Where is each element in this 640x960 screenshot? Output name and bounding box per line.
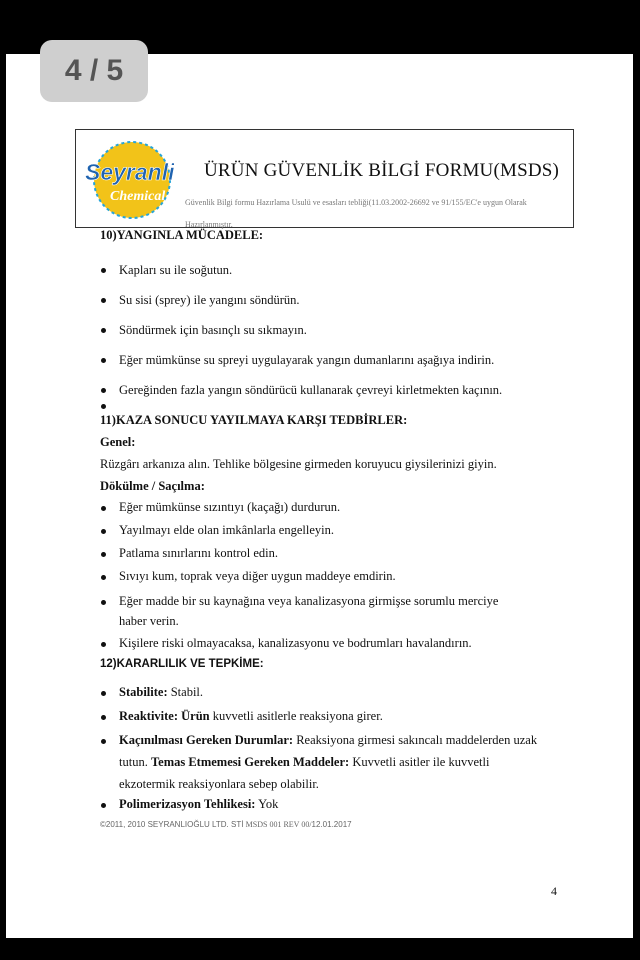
polymerization-item (119, 797, 278, 812)
document-title: ÜRÜN GÜVENLİK BİLGİ FORMU(MSDS) (204, 160, 560, 181)
contact-text: Kuvvetli asitler ile kuvvetli (352, 755, 490, 769)
bullet-dot (101, 575, 106, 580)
bullet-dot (101, 506, 106, 511)
contact-line-2: ekzotermik reaksiyonlara sebep olabilir. (119, 777, 319, 791)
stability-text: Stabil. (170, 685, 204, 699)
stability-label: Stabilite: (119, 685, 168, 699)
revision-text: MSDS 001 REV 00/ (245, 820, 312, 829)
bullet-dot (101, 691, 106, 696)
seyranli-logo (82, 134, 174, 222)
avoid-text: Reaksiyona girmesi sakıncalı maddelerden uzak (296, 733, 538, 747)
contact-label: Temas Etmemesi Gereken Maddeler: (150, 755, 350, 769)
page-number: 4 (551, 884, 557, 898)
list-item: Yayılmayı elde olan imkânlarla engelleyin. (119, 523, 334, 537)
list-item: Sıvıyı kum, toprak veya diğer uygun maddeye emdirin. (119, 569, 396, 583)
bullet-dot (101, 358, 106, 363)
list-item: Kişilere riski olmayacaksa, kanalizasyonu ve bodrumları havalandırın. (119, 636, 472, 650)
bullet-dot (101, 552, 106, 557)
general-text: Rüzgârı arkanıza alın. Tehlike bölgesine girmeden koruyucu giysilerinizi giyin. (100, 457, 497, 471)
polymerization-label: Polimerizasyon Tehlikesi: (119, 797, 256, 811)
list-item: Patlama sınırlarını kontrol edin. (119, 546, 278, 560)
bullet-dot (101, 388, 106, 393)
avoid-item (119, 733, 537, 748)
bullet-dot (101, 328, 106, 333)
bullet-dot (101, 642, 106, 647)
bullet-dot (101, 600, 106, 605)
list-item-continuation: haber verin. (119, 614, 179, 628)
list-item: Söndürmek için basınçlı su sıkmayın. (119, 323, 307, 337)
general-label: Genel: (100, 435, 136, 449)
list-item: Gereğinden fazla yangın söndürücü kullanarak çevreyi kirletmekten kaçının. (119, 383, 503, 397)
spill-label: Dökülme / Saçılma: (100, 479, 205, 493)
avoid-line-2 (119, 755, 489, 770)
reactivity-label-2: Ürün (181, 709, 210, 723)
section-11-title: 11)KAZA SONUCU YAYILMAYA KARŞI TEDBİRLER: (100, 413, 408, 427)
logo-sub-text: Chemical (110, 189, 166, 204)
section-12-title: 12)KARARLILIK VE TEPKİME: (100, 658, 264, 670)
bullet-dot (101, 529, 106, 534)
reactivity-text: kuvvetli asitlerle reaksiyona girer. (212, 709, 383, 723)
document-subtitle: Güvenlik Bilgi formu Hazırlama Usulü ve esasları tebliği(11.03.2002-26692 ve 91/155/EC'e uygun Olarak Hazırlanmıştır. (185, 198, 527, 229)
list-item: Eğer mümkünse su spreyi uygulayarak yangın dumanlarını aşağıya indirin. (119, 353, 495, 367)
bullet-dot (101, 739, 106, 744)
list-item: Eğer mümkünse sızıntıyı (kaçağı) durdurun. (119, 500, 341, 514)
page-counter-badge: 4 / 5 (40, 40, 148, 102)
section-10-title: 10)YANGINLA MÜCADELE: (100, 228, 264, 242)
list-item: Su sisi (sprey) ile yangını söndürün. (119, 293, 300, 307)
footer-copyright (100, 820, 352, 829)
bullet-dot (101, 715, 106, 720)
list-item: Kapları su ile soğutun. (119, 263, 233, 277)
logo-main-text: Seyranli (85, 159, 174, 185)
bullet-dot (101, 404, 106, 409)
bullet-dot (101, 803, 106, 808)
bullet-dot (101, 268, 106, 273)
avoid-text-2: tutun. (119, 755, 148, 769)
bullet-dot (101, 298, 106, 303)
stability-item (119, 685, 203, 700)
reactivity-item (119, 709, 383, 724)
revision-date: 12.01.2017 (311, 820, 352, 829)
copyright-text: ©2011, 2010 SEYRANLIOĞLU LTD. STİ (100, 820, 244, 829)
avoid-label: Kaçınılması Gereken Durumlar: (119, 733, 294, 747)
list-item: Eğer madde bir su kaynağına veya kanalizasyona girmişse sorumlu merciye (119, 594, 499, 608)
reactivity-label: Reaktivite: (119, 709, 179, 723)
document-header (75, 129, 574, 228)
polymerization-text: Yok (258, 797, 279, 811)
